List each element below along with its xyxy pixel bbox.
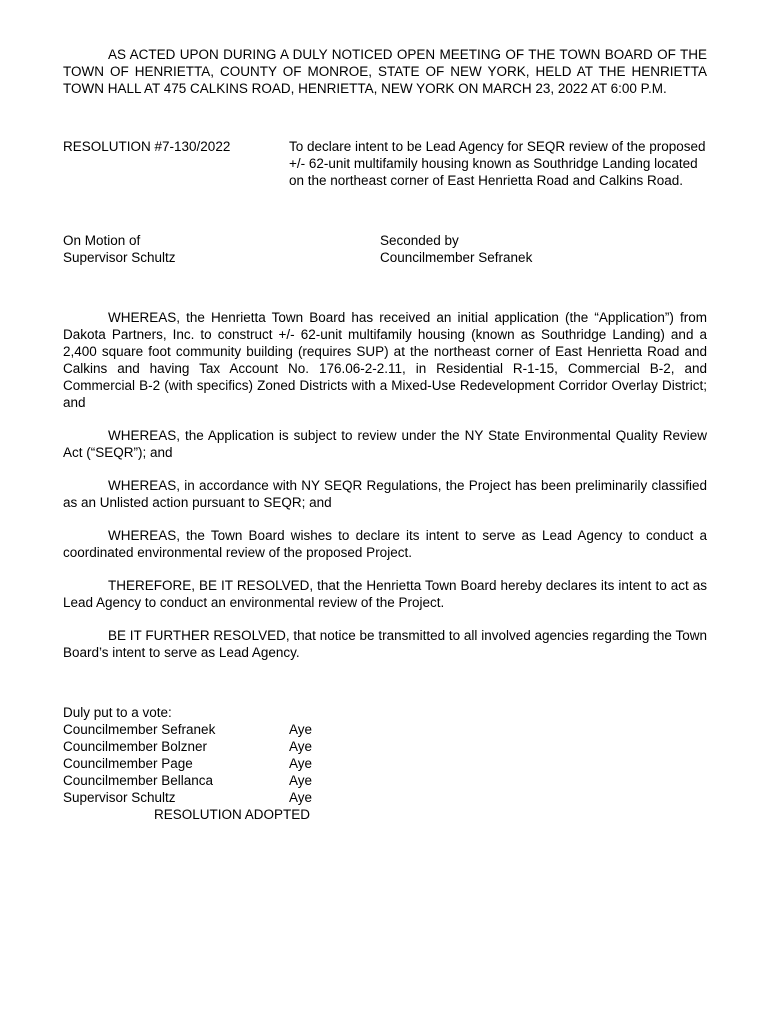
whereas-paragraph: WHEREAS, in accordance with NY SEQR Regulations, the Project has been preliminarily classified as an Unlisted action pursuant to SEQR; and	[63, 478, 707, 510]
whereas-paragraph: WHEREAS, the Henrietta Town Board has received an initial application (the “Application”) from Dakota Partners, Inc. to construct +/- 62-unit multifamily housing (known as Southridge Landing) and a 2,400 square foot community building (requires SUP) at the northeast corner of East Henrietta Road and Calkins and having Tax Account No. 176.06-2-2.11, in Residential R-1-15, Commercial B-2, and Commercial B-2 (with specifics) Zoned Districts with a Mixed-Use Redevelopment Corridor Overlay District; and	[63, 310, 707, 410]
vote-row	[63, 721, 707, 738]
voter-name: Councilmember Page	[63, 756, 193, 771]
whereas-paragraph: WHEREAS, the Application is subject to review under the NY State Environmental Quality Review Act (“SEQR”); and	[63, 428, 707, 460]
vote-row	[63, 772, 707, 789]
seconded-column	[380, 232, 532, 266]
vote-row	[63, 755, 707, 772]
vote-label: Duly put to a vote:	[63, 705, 172, 720]
resolution-body	[63, 309, 707, 661]
voter-name: Supervisor Schultz	[63, 790, 176, 805]
resolved-paragraph: THEREFORE, BE IT RESOLVED, that the Henrietta Town Board hereby declares its intent to act as Lead Agency to conduct an environmental review of the Project.	[63, 578, 707, 610]
meeting-header: AS ACTED UPON DURING A DULY NOTICED OPEN MEETING OF THE TOWN BOARD OF THE TOWN OF HENRIETTA, COUNTY OF MONROE, STATE OF NEW YORK, HELD AT THE HENRIETTA TOWN HALL AT 475 CALKINS ROAD, HENRIETTA, NEW YORK ON MARCH 23, 2022 AT 6:00 P.M.	[63, 47, 707, 96]
voter-name: Councilmember Bolzner	[63, 739, 208, 754]
resolution-description: To declare intent to be Lead Agency for SEQR review of the proposed +/- 62-unit multifamily housing known as Southridge Landing located on the northeast corner of East Henrietta Road and Calkins Road.	[289, 139, 706, 188]
seconded-label: Seconded by	[380, 233, 459, 248]
motion-by: Supervisor Schultz	[63, 250, 176, 265]
resolution-result: RESOLUTION ADOPTED	[154, 807, 311, 822]
seconded-by: Councilmember Sefranek	[380, 250, 533, 265]
vote-row	[63, 789, 707, 806]
motion-column	[63, 232, 380, 266]
voter-vote: Aye	[289, 790, 313, 805]
motion-block	[63, 232, 707, 266]
voter-vote: Aye	[289, 722, 313, 737]
resolution-number: RESOLUTION #7-130/2022	[63, 139, 231, 154]
vote-row	[63, 738, 707, 755]
voter-name: Councilmember Sefranek	[63, 722, 216, 737]
voter-vote: Aye	[289, 773, 313, 788]
whereas-paragraph: WHEREAS, the Town Board wishes to declare its intent to serve as Lead Agency to conduct a coordinated environmental review of the proposed Project.	[63, 528, 707, 560]
voter-vote: Aye	[289, 756, 313, 771]
vote-block	[63, 704, 707, 823]
voter-vote: Aye	[289, 739, 313, 754]
document-page	[63, 46, 707, 823]
further-resolved-paragraph: BE IT FURTHER RESOLVED, that notice be transmitted to all involved agencies regarding the Town Board’s intent to serve as Lead Agency.	[63, 628, 707, 660]
motion-label: On Motion of	[63, 233, 141, 248]
voter-name: Councilmember Bellanca	[63, 773, 214, 788]
resolution-block	[63, 138, 707, 189]
